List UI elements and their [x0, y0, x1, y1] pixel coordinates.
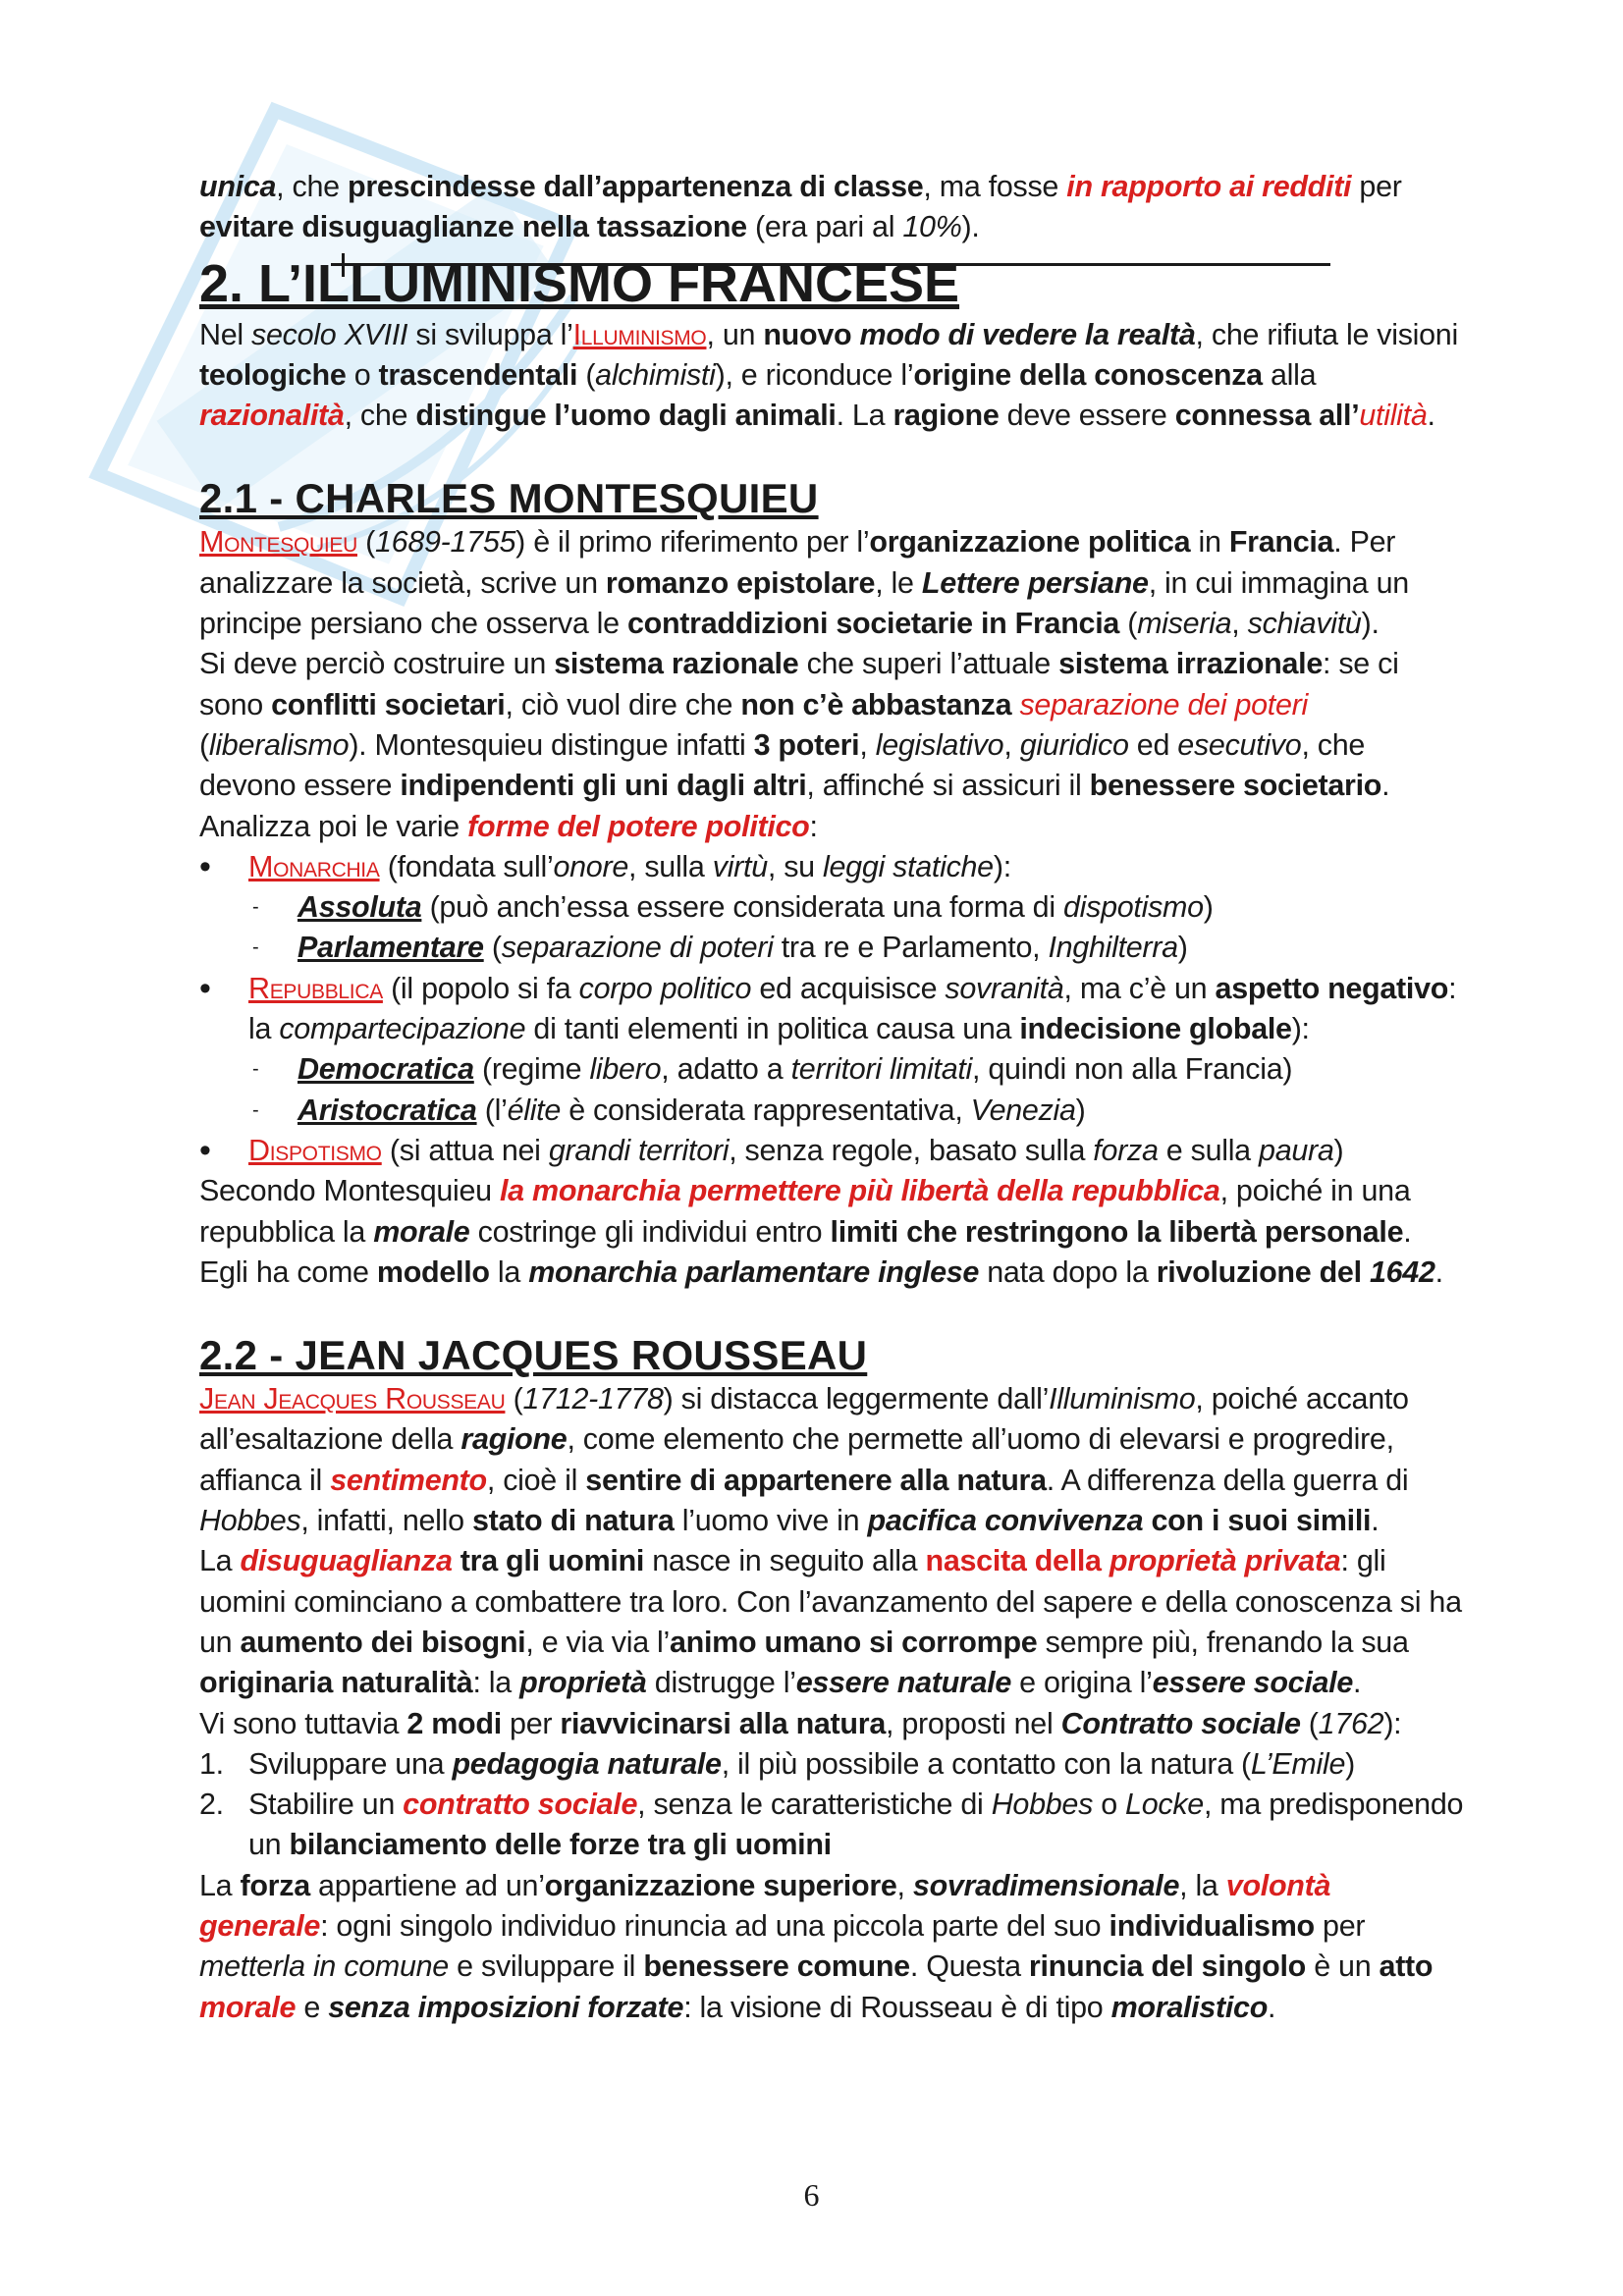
monarchia-sublist: [248, 887, 1466, 969]
montesquieu-paragraph-3: Analizza poi le varie forme del potere politico:: [199, 809, 818, 843]
list-item-democratica: - Democratica (regime libero, adatto a territori limitati, quindi non alla Francia): [248, 1049, 1466, 1090]
page-content: [199, 167, 1466, 2028]
montesquieu-paragraph-5: Egli ha come modello la monarchia parlamentare inglese nata dopo la rivoluzione del 1642.: [199, 1255, 1443, 1289]
list-item-pedagogia: 1. Sviluppare una pedagogia naturale, il più possibile a contatto con la natura (L’Emile): [199, 1746, 1356, 1781]
list-item-aristocratica: - Aristocratica (l’élite è considerata rappresentativa, Venezia): [248, 1091, 1466, 1131]
section-heading-montesquieu: 2.1 - CHARLES MONTESQUIEU: [199, 475, 819, 522]
rousseau-paragraph-1: Jean Jeacques Rousseau (1712-1778) si distacca leggermente dall’Illuminismo, poiché accanto all’esaltazione della ragione, come elemento che permette all’uomo di elevarsi e progredire, affianca il sentimento, cioè il sentire di appartenere alla natura. A differenza della guerra di Hobbes, infatti, nello stato di natura l’uomo vive in pacifica convivenza con i suoi simili.: [199, 1382, 1409, 1538]
rousseau-modes-list: [199, 1744, 1466, 1866]
rousseau-paragraph-3: Vi sono tuttavia 2 modi per riavvicinarsi alla natura, proposti nel Contratto sociale (1762):: [199, 1706, 1402, 1740]
repubblica-sublist: [248, 1049, 1466, 1131]
list-item-parlamentare: - Parlamentare (separazione di poteri tra re e Parlamento, Inghilterra): [248, 928, 1466, 968]
list-item-assoluta: - Assoluta (può anch’essa essere considerata una forma di dispotismo): [248, 887, 1466, 928]
page-number: 6: [803, 2177, 820, 2213]
list-item-monarchia: • Monarchia (fondata sull’onore, sulla virtù, su leggi statiche): - Assoluta (può anch’essa essere considerata una forma di dispotismo) - Parlamentare (separazione di poteri tra re e Parlamento, Inghilterra): [199, 847, 1466, 969]
list-item-dispotismo: • Dispotismo (si attua nei grandi territori, senza regole, basato sulla forza e sulla paura): [199, 1131, 1466, 1171]
montesquieu-paragraph-4: Secondo Montesquieu la monarchia permettere più libertà della repubblica, poiché in una repubblica la morale costringe gli individui entro limiti che restringono la libertà personale.: [199, 1174, 1412, 1249]
rousseau-paragraph-2: La disuguaglianza tra gli uomini nasce in seguito alla nascita della proprietà privata: gli uomini cominciano a combattere tra loro. Con l’avanzamento del sapere e della conoscenza si ha un aumento dei bisogni, e via via l’animo umano si corrompe sempre più, frenando la sua originaria naturalità: la proprietà distrugge l’essere naturale e origina l’essere sociale.: [199, 1544, 1462, 1700]
montesquieu-paragraph-1: Montesquieu (1689-1755) è il primo riferimento per l’organizzazione politica in Francia. Per analizzare la società, scrive un romanzo epistolare, le Lettere persiane, in cui immagina un principe persiano che osserva le contraddizioni societarie in Francia (miseria, schiavitù).: [199, 525, 1409, 641]
montesquieu-paragraph-2: Si deve perciò costruire un sistema razionale che superi l’attuale sistema irrazionale: se ci sono conflitti societari, ciò vuol dire che non c’è abbastanza separazione dei poteri (liberalismo). Montesquieu distingue infatti 3 poteri, legislativo, giuridico ed esecutivo, che devono essere indipendenti gli uni dagli altri, affinché si assicuri il benessere societario.: [199, 647, 1399, 803]
section-heading-illuminismo: 2. L’ILLUMINISMO FRANCESE: [199, 253, 960, 313]
list-item-repubblica: • Repubblica (il popolo si fa corpo politico ed acquisisce sovranità, ma c’è un aspetto negativo: la compartecipazione di tanti elementi in politica causa una indecisione globale): - Democratica (regime libero, adatto a territori limitati, quindi non alla Francia) - Aristocratica (l’élite è considerata rappresentativa, Venezia): [199, 969, 1466, 1131]
illuminismo-paragraph: Nel secolo XVIII si sviluppa l’Illuminismo, un nuovo modo di vedere la realtà, che rifiuta le visioni teologiche o trascendentali (alchimisti), e riconduce l’origine della conoscenza alla razionalità, che distingue l’uomo dagli animali. La ragione deve essere connessa all’utilità.: [199, 317, 1458, 433]
rousseau-paragraph-4: La forza appartiene ad un’organizzazione superiore, sovradimensionale, la volontà generale: ogni singolo individuo rinuncia ad una piccola parte del suo individualismo per metterla in comune e sviluppare il benessere comune. Questa rinuncia del singolo è un atto morale e senza imposizioni forzate: la visione di Rousseau è di tipo moralistico.: [199, 1868, 1434, 2024]
list-item-contratto: 2. Stabilire un contratto sociale, senza le caratteristiche di Hobbes o Locke, ma predisponendo un bilanciamento delle forze tra gli uomini: [199, 1788, 1464, 1862]
forms-of-power-list: [199, 847, 1466, 1171]
section-heading-rousseau: 2.2 - JEAN JACQUES ROUSSEAU: [199, 1332, 868, 1379]
intro-paragraph: unica, che prescindesse dall’appartenenza di classe, ma fosse in rapporto ai redditi per evitare disuguaglianze nella tassazione (era pari al 10%).: [199, 170, 1402, 244]
